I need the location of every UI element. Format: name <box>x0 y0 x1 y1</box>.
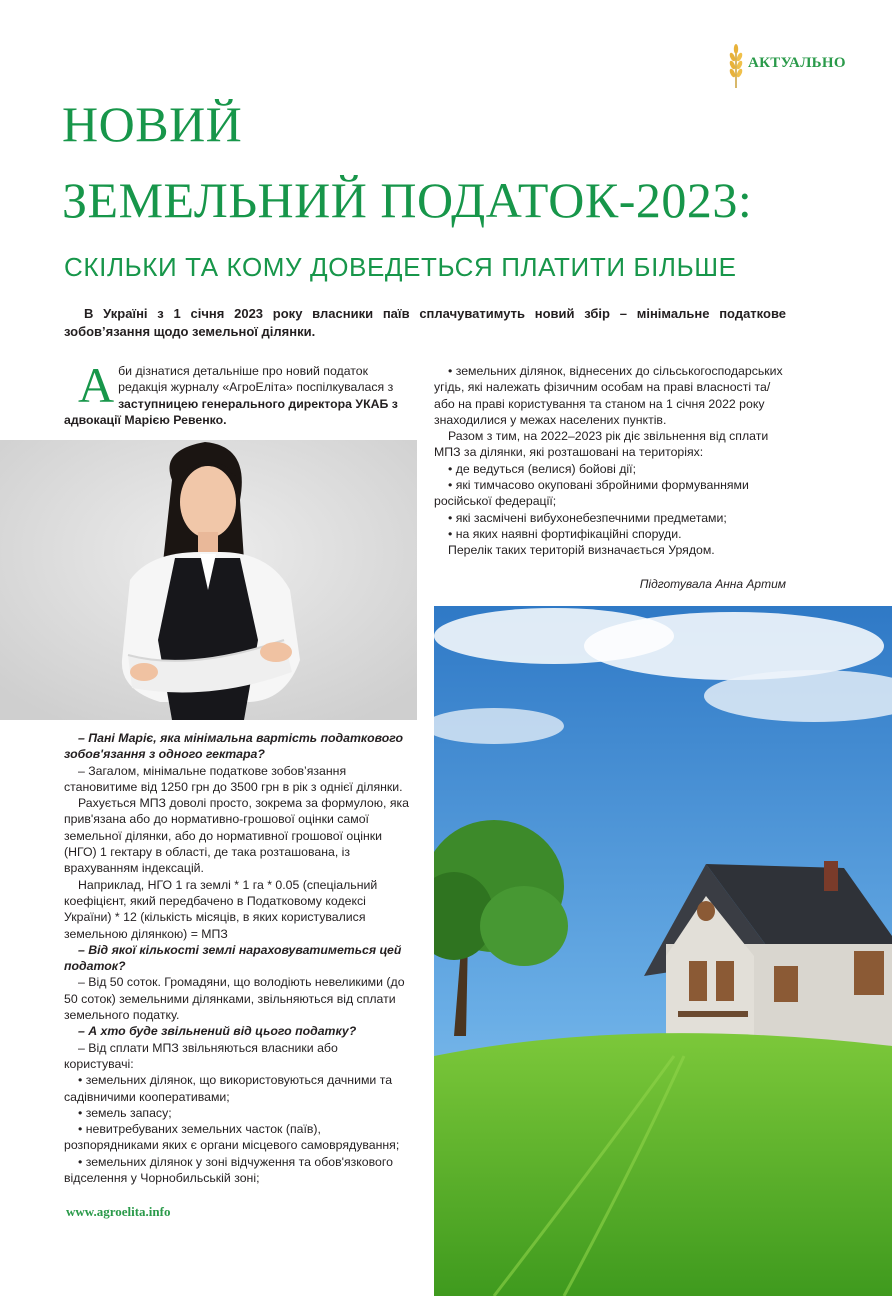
body-paragraph: – Загалом, мінімальне податкове зобов’язання становитиме від 1250 грн до 3500 грн в рік з однієї ділянки. <box>64 763 403 794</box>
wheat-icon <box>726 44 746 88</box>
right-column <box>434 363 786 559</box>
body-paragraph: • які тимчасово окуповані збройними формуваннями російської федерації; <box>434 478 749 509</box>
body-paragraph: • земельних ділянок у зоні відчуження та обов'язкового відселення у Чорнобильській зоні; <box>64 1154 393 1186</box>
house-photo <box>434 606 892 1296</box>
intro-paragraph <box>64 357 410 428</box>
interview-question: – Від якої кількості землі нараховуватиметься цей податок? <box>64 942 402 974</box>
body-paragraph: – Від 50 соток. Громадяни, що володіють невеликими (до 50 соток) земельними ділянками, звільняються від сплати земельного податку. <box>64 975 405 1023</box>
portrait-photo <box>0 440 417 720</box>
body-paragraph: Рахується МПЗ доволі просто, зокрема за формулою, яка прив'язана або до нормативно-грошової оцінки самої земельної ділянки, або до нормативної грошової оцінки (НГО) 1 гектару в області, де така розташована, із врахуванням індексацій. <box>64 796 409 876</box>
interview-question: – Пані Маріє, яка мінімальна вартість податкового зобов'язання з одного гектара? <box>64 731 404 762</box>
author-signature: Підготувала Анна Артим <box>639 577 786 591</box>
title-line-1: НОВИЙ <box>62 96 243 152</box>
body-paragraph: Наприклад, НГО 1 га землі * 1 га * 0.05 (спеціальний коефіцієнт, який передбачено в Податковому кодексі України) * 12 (кількість місяців, в яких користувалися земельною ділянкою) = МПЗ <box>64 877 378 941</box>
left-column <box>64 730 410 1186</box>
body-paragraph: • земель запасу; <box>78 1105 172 1120</box>
body-paragraph: • на яких наявні фортифікаційні споруди. <box>448 526 682 541</box>
lead-paragraph <box>64 305 786 341</box>
title-line-2: ЗЕМЕЛЬНИЙ ПОДАТОК-2023: <box>62 172 753 228</box>
lead-text: В Україні з 1 січня 2023 року власники паїв сплачуватимуть новий збір – мінімальне податкове зобов’язання щодо земельної ділянки. <box>64 306 786 339</box>
intro-bold: заступницею генерального директора УКАБ з адвокації Марією Ревенко. <box>64 396 398 427</box>
body-paragraph: • де ведуться (велися) бойові дії; <box>448 461 636 476</box>
body-paragraph: Перелік таких територій визначається Урядом. <box>448 543 715 558</box>
body-paragraph: • які засмічені вибухонебезпечними предметами; <box>448 510 727 525</box>
intro-text: би дізнатися детальніше про новий податок редакція журналу «АгроЕліта» поспілкувалася з <box>118 364 394 395</box>
subtitle: СКІЛЬКИ ТА КОМУ ДОВЕДЕТЬСЯ ПЛАТИТИ БІЛЬШЕ <box>64 252 737 282</box>
interview-question: – А хто буде звільнений від цього податку? <box>78 1024 357 1039</box>
drop-cap: А <box>78 357 115 413</box>
body-paragraph: • невитребуваних земельних часток (паїв), розпорядниками яких є органи місцевого самоврядування; <box>64 1122 400 1153</box>
footer-website: www.agroelita.info <box>66 1204 171 1219</box>
body-paragraph: • земельних ділянок, що використовуються дачними та садівничими кооперативами; <box>64 1073 393 1104</box>
body-paragraph: – Від сплати МПЗ звільняються власники або користувачі: <box>64 1040 338 1071</box>
body-paragraph: Разом з тим, на 2022–2023 рік діє звільнення від сплати МПЗ за ділянки, які розташовані на територіях: <box>434 429 769 460</box>
body-paragraph: • земельних ділянок, віднесених до сільськогосподарських угідь, які належать фізичним особам на праві власності та/або на праві користування та станом на 1 січня 2022 року знаходилися у межах населених пунктів. <box>434 364 783 427</box>
section-label: АКТУАЛЬНО <box>748 55 846 71</box>
